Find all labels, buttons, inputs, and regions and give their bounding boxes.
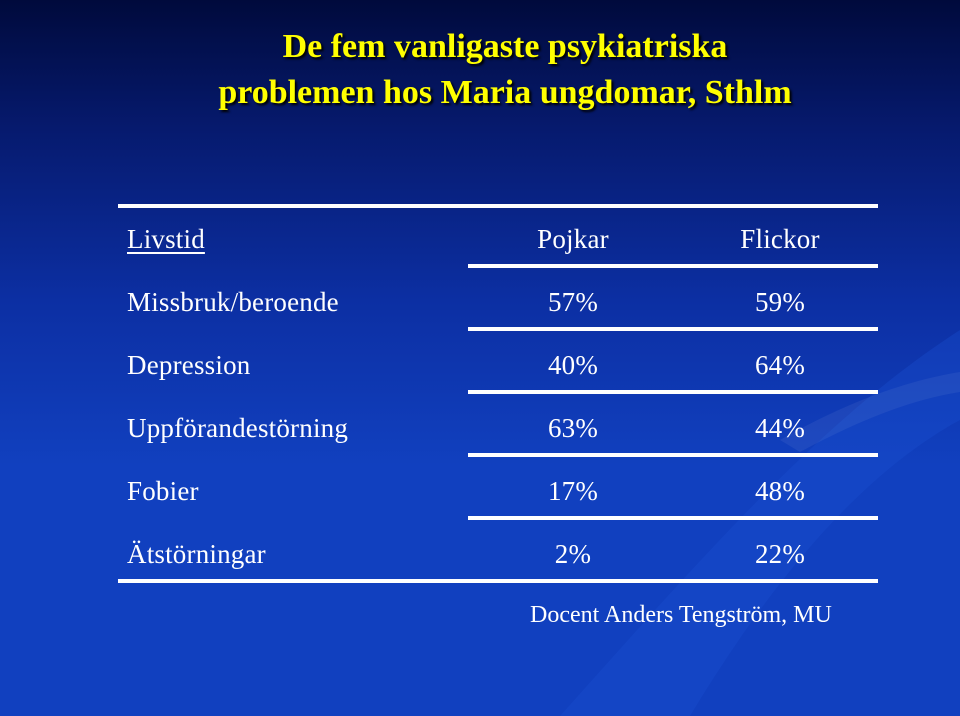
- table-row: [118, 345, 878, 385]
- table-row: [118, 282, 878, 322]
- row-boys-value: 2%: [554, 539, 592, 569]
- table-rule-top: [118, 204, 878, 208]
- row-label: Fobier: [127, 476, 199, 506]
- header-flickor: Flickor: [740, 224, 820, 254]
- row-boys-value: 17%: [547, 476, 599, 506]
- row-girls-value: 22%: [754, 539, 806, 569]
- row-boys-value: 63%: [547, 413, 599, 443]
- table-row: [118, 408, 878, 448]
- header-livstid: Livstid: [127, 224, 205, 254]
- table-rule: [468, 327, 878, 331]
- table-header-row: [118, 219, 878, 259]
- header-pojkar: Pojkar: [537, 224, 609, 254]
- table-row: [118, 534, 878, 574]
- table-rule: [468, 390, 878, 394]
- author-credit: Docent Anders Tengström, MU: [530, 602, 832, 628]
- row-label: Uppförandestörning: [127, 413, 349, 443]
- row-girls-value: 59%: [754, 287, 806, 317]
- table-row: [118, 471, 878, 511]
- slide-title: [0, 24, 960, 116]
- table-rule-bottom: [118, 579, 878, 583]
- row-girls-value: 48%: [754, 476, 806, 506]
- row-label: Ätstörningar: [127, 539, 266, 569]
- row-label: Missbruk/beroende: [127, 287, 339, 317]
- row-boys-value: 57%: [547, 287, 599, 317]
- row-girls-value: 64%: [754, 350, 806, 380]
- row-girls-value: 44%: [754, 413, 806, 443]
- table-rule: [468, 453, 878, 457]
- row-boys-value: 40%: [547, 350, 599, 380]
- row-label: Depression: [127, 350, 251, 380]
- table-rule: [468, 264, 878, 268]
- title-line-1: De fem vanligaste psykiatriska: [282, 28, 728, 65]
- title-line-2: problemen hos Maria ungdomar, Sthlm: [218, 74, 792, 111]
- table-rule: [468, 516, 878, 520]
